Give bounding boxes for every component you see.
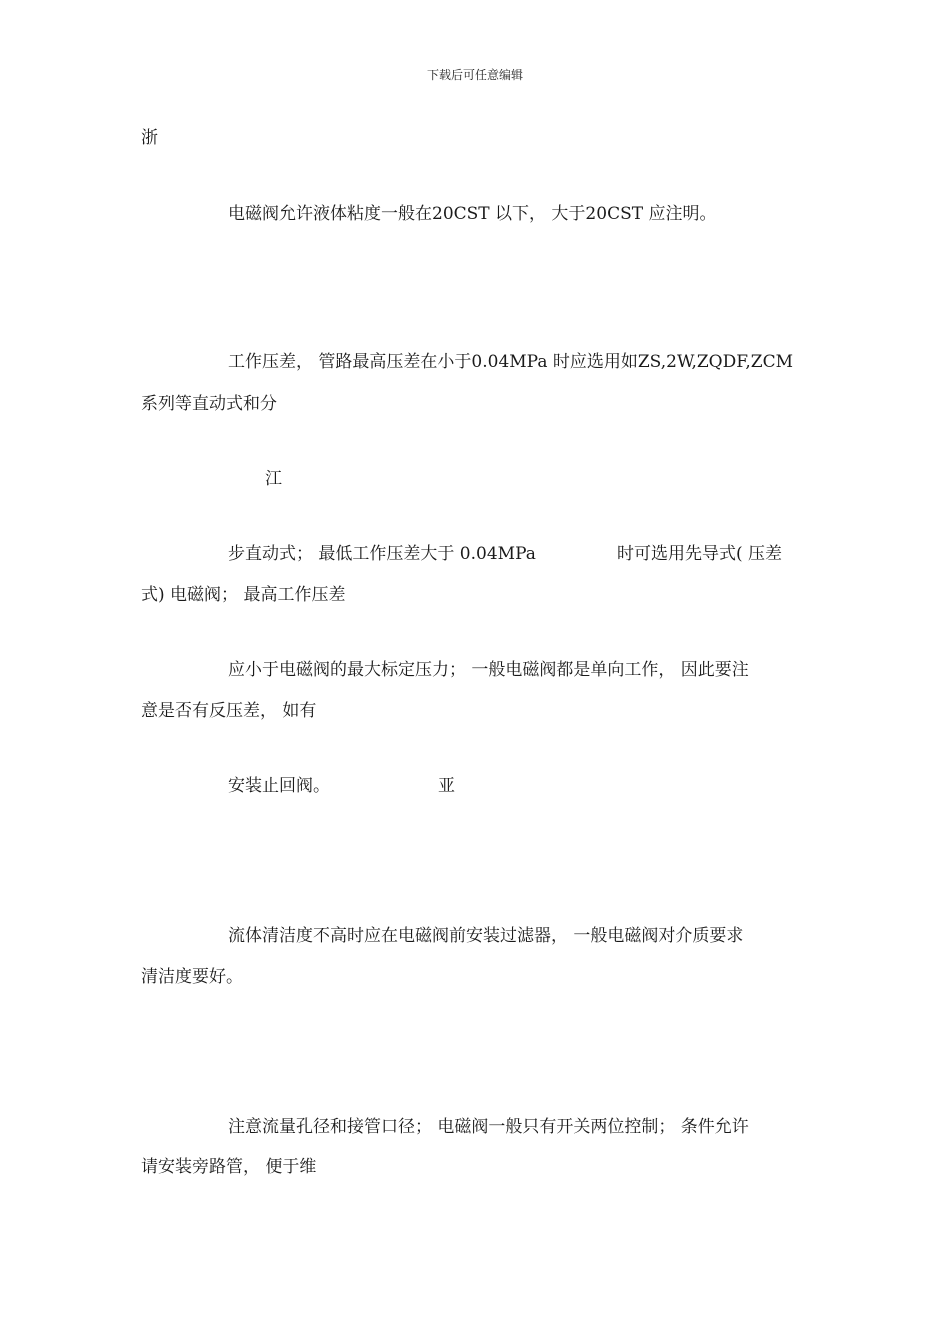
paragraph-line: 时可选用先导式( 压差 [617,544,783,564]
paragraph-line: 注意流量孔径和接管口径； 电磁阀一般只有开关两位控制； 条件允许 [228,1117,749,1137]
text-fragment: 江 [265,469,282,489]
paragraph-line: 请安装旁路管， 便于维 [141,1157,317,1177]
page-header: 下载后可任意编辑 [426,68,523,82]
paragraph-line: 系列等直动式和分 [141,394,277,414]
text-fragment: 浙 [141,128,158,148]
paragraph-line: 式) 电磁阀； 最高工作压差 [141,585,346,605]
paragraph-line: 步直动式； 最低工作压差大于 0.04MPa [228,544,536,564]
paragraph-line: 流体清洁度不高时应在电磁阀前安装过滤器， 一般电磁阀对介质要求 [228,926,744,946]
paragraph-line: 意是否有反压差， 如有 [141,701,317,721]
paragraph-line: 应小于电磁阀的最大标定压力； 一般电磁阀都是单向工作， 因此要注 [228,660,749,680]
paragraph-line: 清洁度要好。 [141,967,243,987]
paragraph-line: 电磁阀允许液体粘度一般在20CST 以下， 大于20CST 应注明。 [228,204,717,224]
paragraph-line: 工作压差， 管路最高压差在小于0.04MPa 时应选用如ZS,2W,ZQDF,ZCM [228,352,794,372]
text-fragment: 亚 [438,776,455,796]
paragraph-line: 安装止回阀。 [228,776,330,796]
